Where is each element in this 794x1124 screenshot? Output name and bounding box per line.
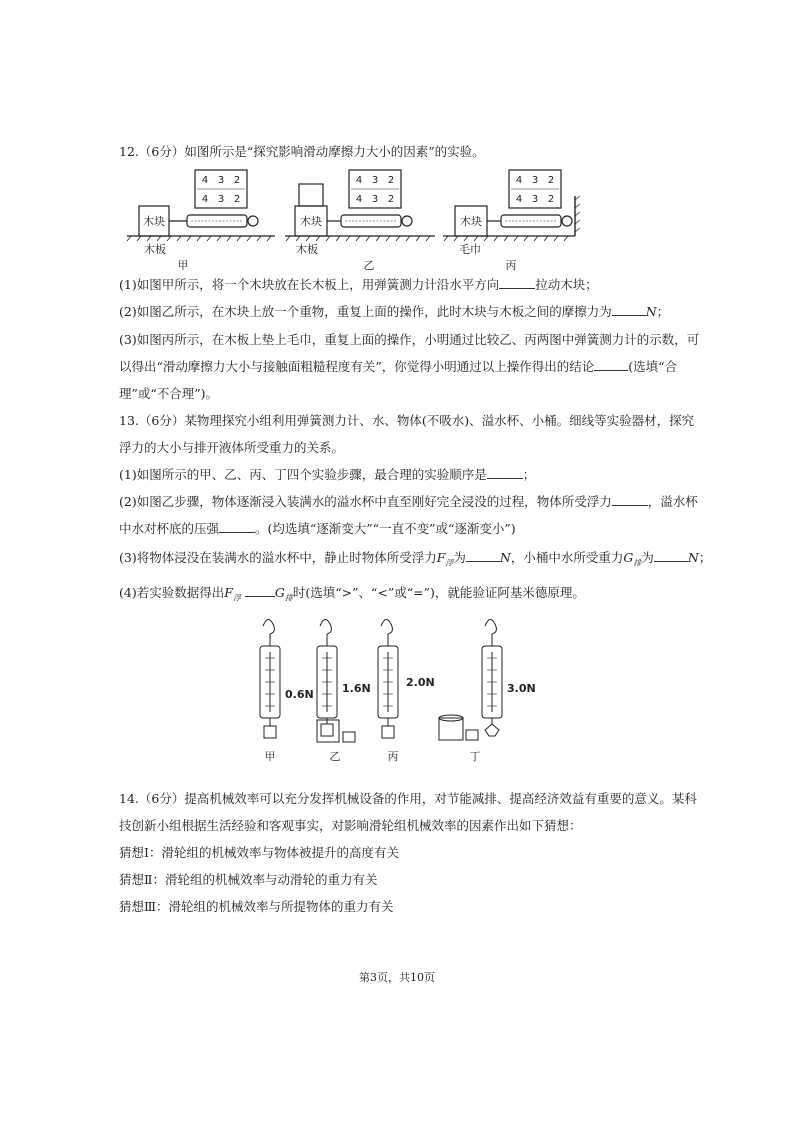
- scale-bottom-1: 3: [217, 194, 225, 205]
- surface-label-jia: 木板: [144, 243, 166, 256]
- svg-text:2: 2: [387, 194, 395, 205]
- q12-blank-3: [594, 358, 628, 371]
- svg-text:2: 2: [547, 175, 555, 186]
- reading-yi: 1.6N: [342, 682, 371, 695]
- caption-bing: 丙: [505, 259, 517, 272]
- surface-label-yi: 木板: [296, 243, 318, 256]
- svg-text:4: 4: [355, 194, 363, 205]
- q13-blank-3: [219, 520, 255, 533]
- q13-part3: (3)将物体浸没在装满水的溢水杯中，静止时物体所受浮力$F_浮$为 N，小桶中水所受重力$G_排$为 N；: [119, 550, 712, 568]
- buoyancy-diagram: [245, 608, 545, 768]
- q13-part1: (1)如图所示的甲、乙、丙、丁四个实验步骤，最合理的实验顺序是 ；: [119, 467, 536, 482]
- page-footer: 第3页，共10页: [359, 971, 435, 984]
- q13-blank-2: [612, 493, 648, 506]
- svg-text:2: 2: [387, 175, 395, 186]
- block-label-bing: 木块: [460, 215, 482, 228]
- caption-jia: 甲: [177, 259, 189, 272]
- q13-blank-6: [245, 584, 275, 597]
- caption-jia-13: 甲: [264, 750, 276, 763]
- block-label-yi: 木块: [300, 215, 322, 228]
- caption-yi: 乙: [363, 259, 375, 272]
- scale-top-0: 4: [201, 175, 209, 186]
- q12-part2: (2)如图乙所示，在木块上放一个重物，重复上面的操作，此时木块与木板之间的摩擦力为 N；: [119, 304, 670, 319]
- q13-blank-1: [487, 466, 523, 479]
- caption-ding-13: 丁: [469, 750, 481, 763]
- q12-part3-line2: 以得出“滑动摩擦力大小与接触面粗糙程度有关”，你觉得小明通过以上操作得出的结论 (选填“合: [119, 359, 678, 374]
- q14-guess-2: 猜想Ⅱ：滑轮组的机械效率与动滑轮的重力有关: [119, 872, 378, 887]
- q14-guess-1: 猜想Ⅰ：滑轮组的机械效率与物体被提升的高度有关: [119, 845, 399, 860]
- friction-diagram: [125, 166, 585, 276]
- q12-title: 12.（6分）如图所示是“探究影响滑动摩擦力大小的因素”的实验。: [119, 144, 485, 159]
- svg-text:3: 3: [531, 175, 539, 186]
- q12-part1: (1)如图甲所示，将一个木块放在长木板上，用弹簧测力计沿水平方向 拉动木块；: [119, 277, 598, 292]
- block-label-jia: 木块: [143, 215, 165, 228]
- q12-blank-1: [499, 276, 535, 289]
- svg-text:4: 4: [515, 194, 523, 205]
- surface-label-bing: 毛巾: [459, 243, 481, 256]
- q13-part4: (4)若实验数据得出$F_浮$ $G_排$时(选填“>”、“<”或“=”)，就能验证阿基米德原理。: [119, 585, 585, 603]
- friction-figure: [125, 166, 585, 276]
- scale-top-1: 3: [217, 175, 225, 186]
- caption-bing-13: 丙: [387, 750, 399, 763]
- scale-bottom-0: 4: [201, 194, 209, 205]
- scale-bottom-2: 2: [233, 194, 241, 205]
- svg-text:4: 4: [355, 175, 363, 186]
- q14-stem-line2: 技创新小组根据生活经验和客观事实，对影响滑轮组机械效率的因素作出如下猜想：: [119, 818, 582, 833]
- svg-text:3: 3: [531, 194, 539, 205]
- q13-stem-line2: 浮力的大小与排开液体所受重力的关系。: [119, 440, 345, 455]
- svg-text:2: 2: [547, 194, 555, 205]
- svg-text:4: 4: [515, 175, 523, 186]
- reading-ding: 3.0N: [507, 682, 536, 695]
- q14-stem-line1: 14.（6分）提高机械效率可以充分发挥机械设备的作用，对节能减排、提高经济效益有重要的意义。某科: [119, 791, 697, 806]
- svg-text:3: 3: [371, 175, 379, 186]
- scale-top-2: 2: [233, 175, 241, 186]
- q13-blank-5: [654, 549, 688, 562]
- q14-guess-3: 猜想Ⅲ：滑轮组的机械效率与所提物体的重力有关: [119, 899, 394, 914]
- q13-blank-4: [466, 549, 500, 562]
- q12-blank-2: [612, 303, 646, 316]
- q13-part2-line1: (2)如图乙步骤，物体逐渐浸入装满水的溢水杯中直至刚好完全浸没的过程，物体所受浮力 ，溢水杯: [119, 494, 698, 509]
- q12-part3-line3: 理”或“不合理”)。: [119, 386, 219, 401]
- reading-bing: 2.0N: [406, 676, 435, 689]
- caption-yi-13: 乙: [329, 750, 341, 763]
- q13-stem-line1: 13.（6分）某物理探究小组利用弹簧测力计、水、物体(不吸水)、溢水杯、小桶。细线等实验器材，探究: [119, 413, 695, 428]
- q13-part2-line2: 中水对杯底的压强 。(均选填“逐渐变大”“一直不变”或“逐渐变小”): [119, 521, 516, 536]
- q12-part3-line1: (3)如图丙所示，在木板上垫上毛巾，重复上面的操作，小明通过比较乙、丙两图中弹簧测力计的示数，可: [119, 332, 700, 347]
- buoyancy-figure: [245, 608, 545, 768]
- reading-jia: 0.6N: [285, 688, 314, 701]
- svg-text:3: 3: [371, 194, 379, 205]
